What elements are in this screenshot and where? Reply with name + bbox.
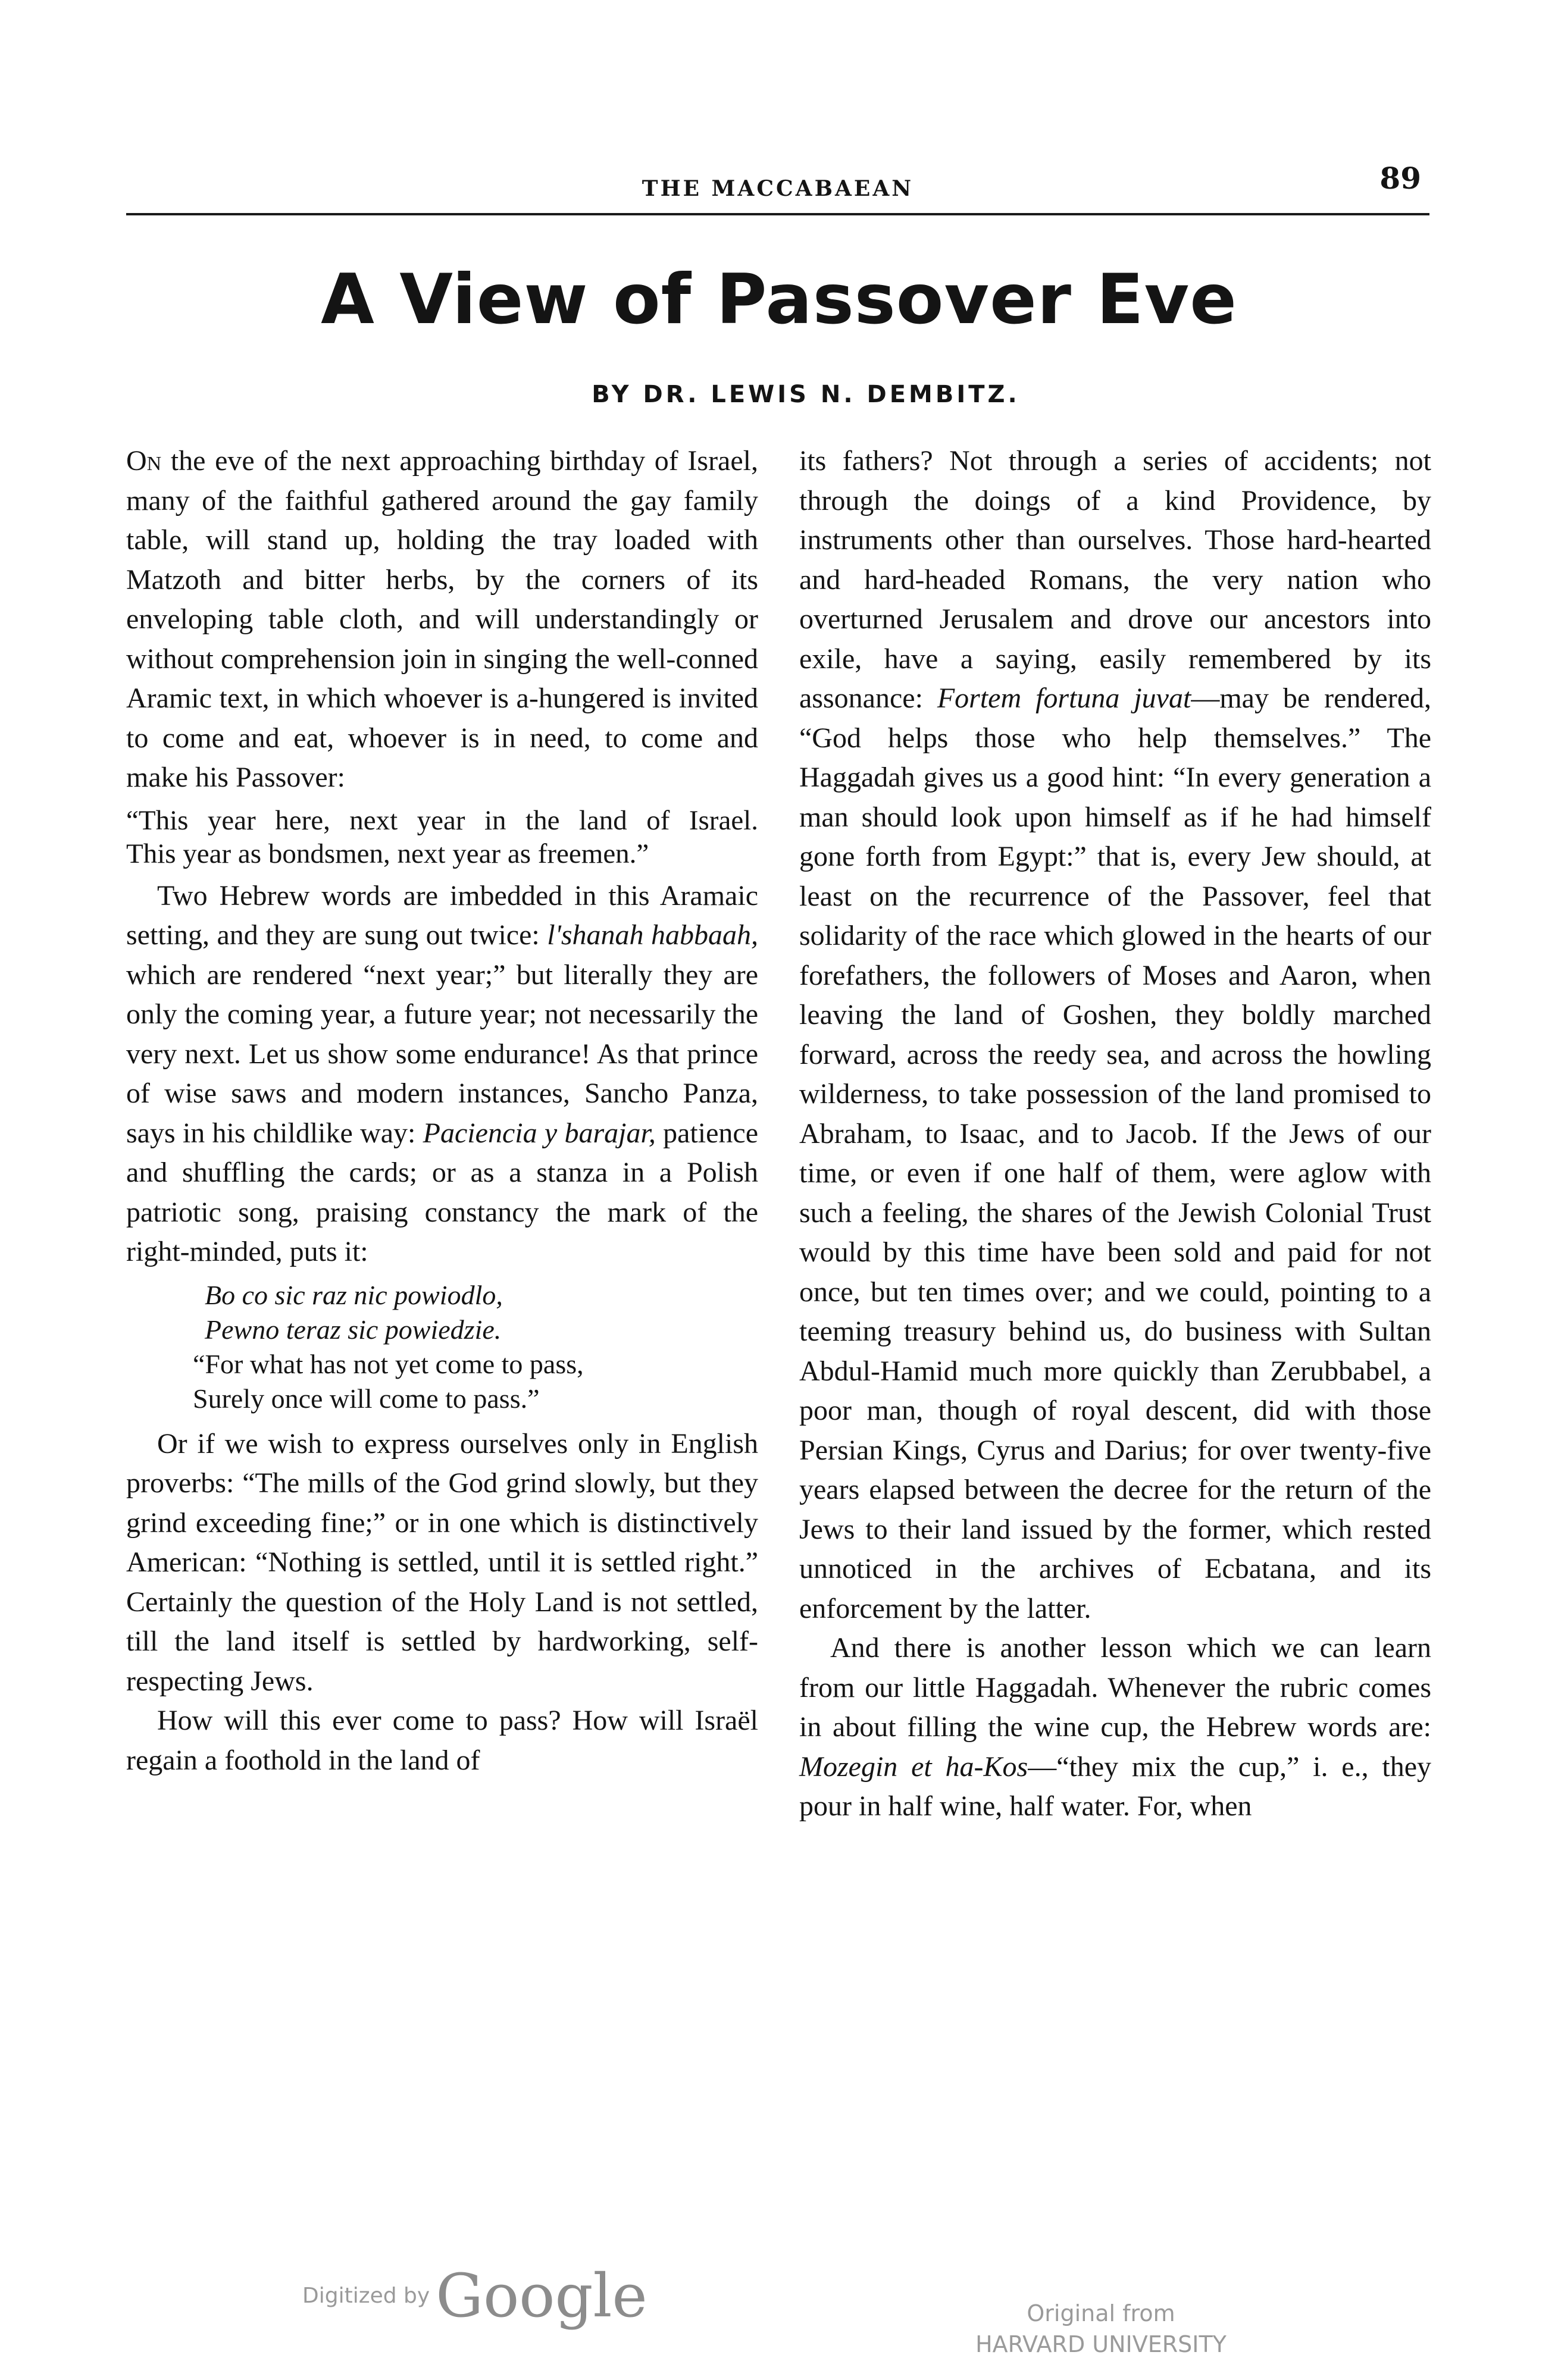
- paragraph: [126, 876, 758, 1272]
- paragraph: [126, 441, 758, 798]
- paragraph-text: —“they mix the cup,” i. e., they pour in half wine, half water. For, when: [799, 1750, 1431, 1822]
- paragraph: Or if we wish to express ourselves only in English proverbs: “The mills of the God grind slowly, but they grind exceeding fine;” or in one which is distinctively American: “Nothing is settled, until it is settled right.” Certainly the question of the Holy Land is not settled, till the land itself is settled by hardworking, self-respecting Jews.: [126, 1427, 758, 1697]
- page-header: [126, 156, 1429, 221]
- right-column: [799, 441, 1431, 1827]
- original-from-label: Original from: [1027, 2300, 1175, 2326]
- left-column: [126, 441, 758, 1780]
- institution-label: HARVARD UNIVERSITY: [975, 2331, 1227, 2357]
- header-rule: [126, 213, 1429, 215]
- paragraph-text: —may be rendered, “God helps those who help themselves.” The Haggadah gives us a good hint: “In every generation a man should look upon himself as if he had himself gone forth from Egypt:” that is, every Jew should, at least on the recurrence of the Passover, feel that solidarity of the race which glowed in the hearts of our forefathers, the followers of Moses and Aaron, when leaving the land of Goshen, they boldly marched forward, across the reedy sea, and across the howling wilderness, to take possession of the land promised to Abraham, to Isaac, and to Jacob. If the Jews of our time, or even if one half of them, were aglow with such a feeling, the shares of the Jewish Colonial Trust would by this time have been sold and paid for not once, but ten times over; and we could, pointing to a teeming treasury behind us, do business with Sultan Abdul-Hamid much more quickly than Zerubbabel, a poor man, though of royal descent, did with those Persian Kings, Cyrus and Darius; for over twenty-five years elapsed between the decree for the return of the Jews to their land issued by the former, which rested unnoticed in the archives of Ecbatana, and its enforcement by the latter.: [799, 682, 1431, 1624]
- spanish-phrase: Paciencia y barajar,: [423, 1117, 656, 1149]
- paragraph-text: its fathers? Not through a series of accidents; not through the doings of a kind Providence, by instruments other than ourselves. Those hard-hearted and hard-headed Romans, the very nation who overturned Jerusalem and drove our ancestors into exile, have a saying, easily remembered by its assonance:: [799, 445, 1431, 714]
- paragraph-text: patience and shuffling the cards; or as a stanza in a Polish patriotic song, praising constancy the mark of the right-minded, puts it:: [126, 1117, 758, 1267]
- digitized-by-label: Digitized by: [302, 2284, 430, 2308]
- quote-line: This year as bondsmen, next year as freemen.”: [126, 838, 649, 869]
- running-head: THE MACCABAEAN: [642, 176, 914, 201]
- poem-line: Bo co sic raz nic powiodlo,: [205, 1279, 503, 1310]
- google-logo: Google: [436, 2261, 647, 2331]
- original-from-watermark: [940, 2298, 1262, 2360]
- poem-line: Surely once will come to pass.”: [193, 1383, 540, 1414]
- poem-line: Pewno teraz sic powiedzie.: [205, 1314, 502, 1345]
- paragraph: [799, 1629, 1431, 1827]
- dropcap-word: On: [126, 445, 162, 477]
- block-quote: [126, 804, 758, 870]
- page-number: 89: [1379, 161, 1421, 196]
- paragraph: How will this ever come to pass? How will Israël regain a foothold in the land of: [126, 1705, 758, 1776]
- article-byline: BY DR. LEWIS N. DEMBITZ.: [592, 381, 1020, 408]
- poem-line: “For what has not yet come to pass,: [193, 1348, 584, 1379]
- paragraph-text: the eve of the next approaching birthday of Israel, many of the faithful gathered around the gay family table, will stand up, holding the tray loaded with Matzoth and bitter herbs, by the corners of its enveloping table cloth, and will understandingly or without comprehension join in singing the well-conned Aramic text, in which whoever is a-hungered is invited to come and eat, whoever is in need, to come and make his Passover:: [126, 445, 758, 793]
- hebrew-phrase: Mozegin et ha-Kos: [799, 1750, 1028, 1783]
- latin-phrase: Fortem fortuna juvat: [937, 682, 1191, 714]
- paragraph: [799, 441, 1431, 1629]
- poem-stanza: [126, 1278, 758, 1416]
- digitized-by-watermark: [302, 2261, 647, 2331]
- quote-line: “This year here, next year in the land of Israel.: [126, 804, 758, 836]
- paragraph-text: Two Hebrew words are imbedded in this Aramaic setting, and they are sung out twice:: [126, 879, 758, 951]
- paragraph-text: And there is another lesson which we can learn from our little Haggadah. Whenever the rubric comes in about filling the wine cup, the Hebrew words are:: [799, 1632, 1431, 1743]
- paragraph-text: which are rendered “next year;” but literally they are only the coming year, a future year; not necessarily the very next. Let us show some endurance! As that prince of wise saws and modern instances, Sancho Panza, says in his childlike way:: [126, 959, 758, 1149]
- article-title: A View of Passover Eve: [321, 259, 1237, 340]
- hebrew-phrase: l'shanah habbaah,: [547, 919, 759, 951]
